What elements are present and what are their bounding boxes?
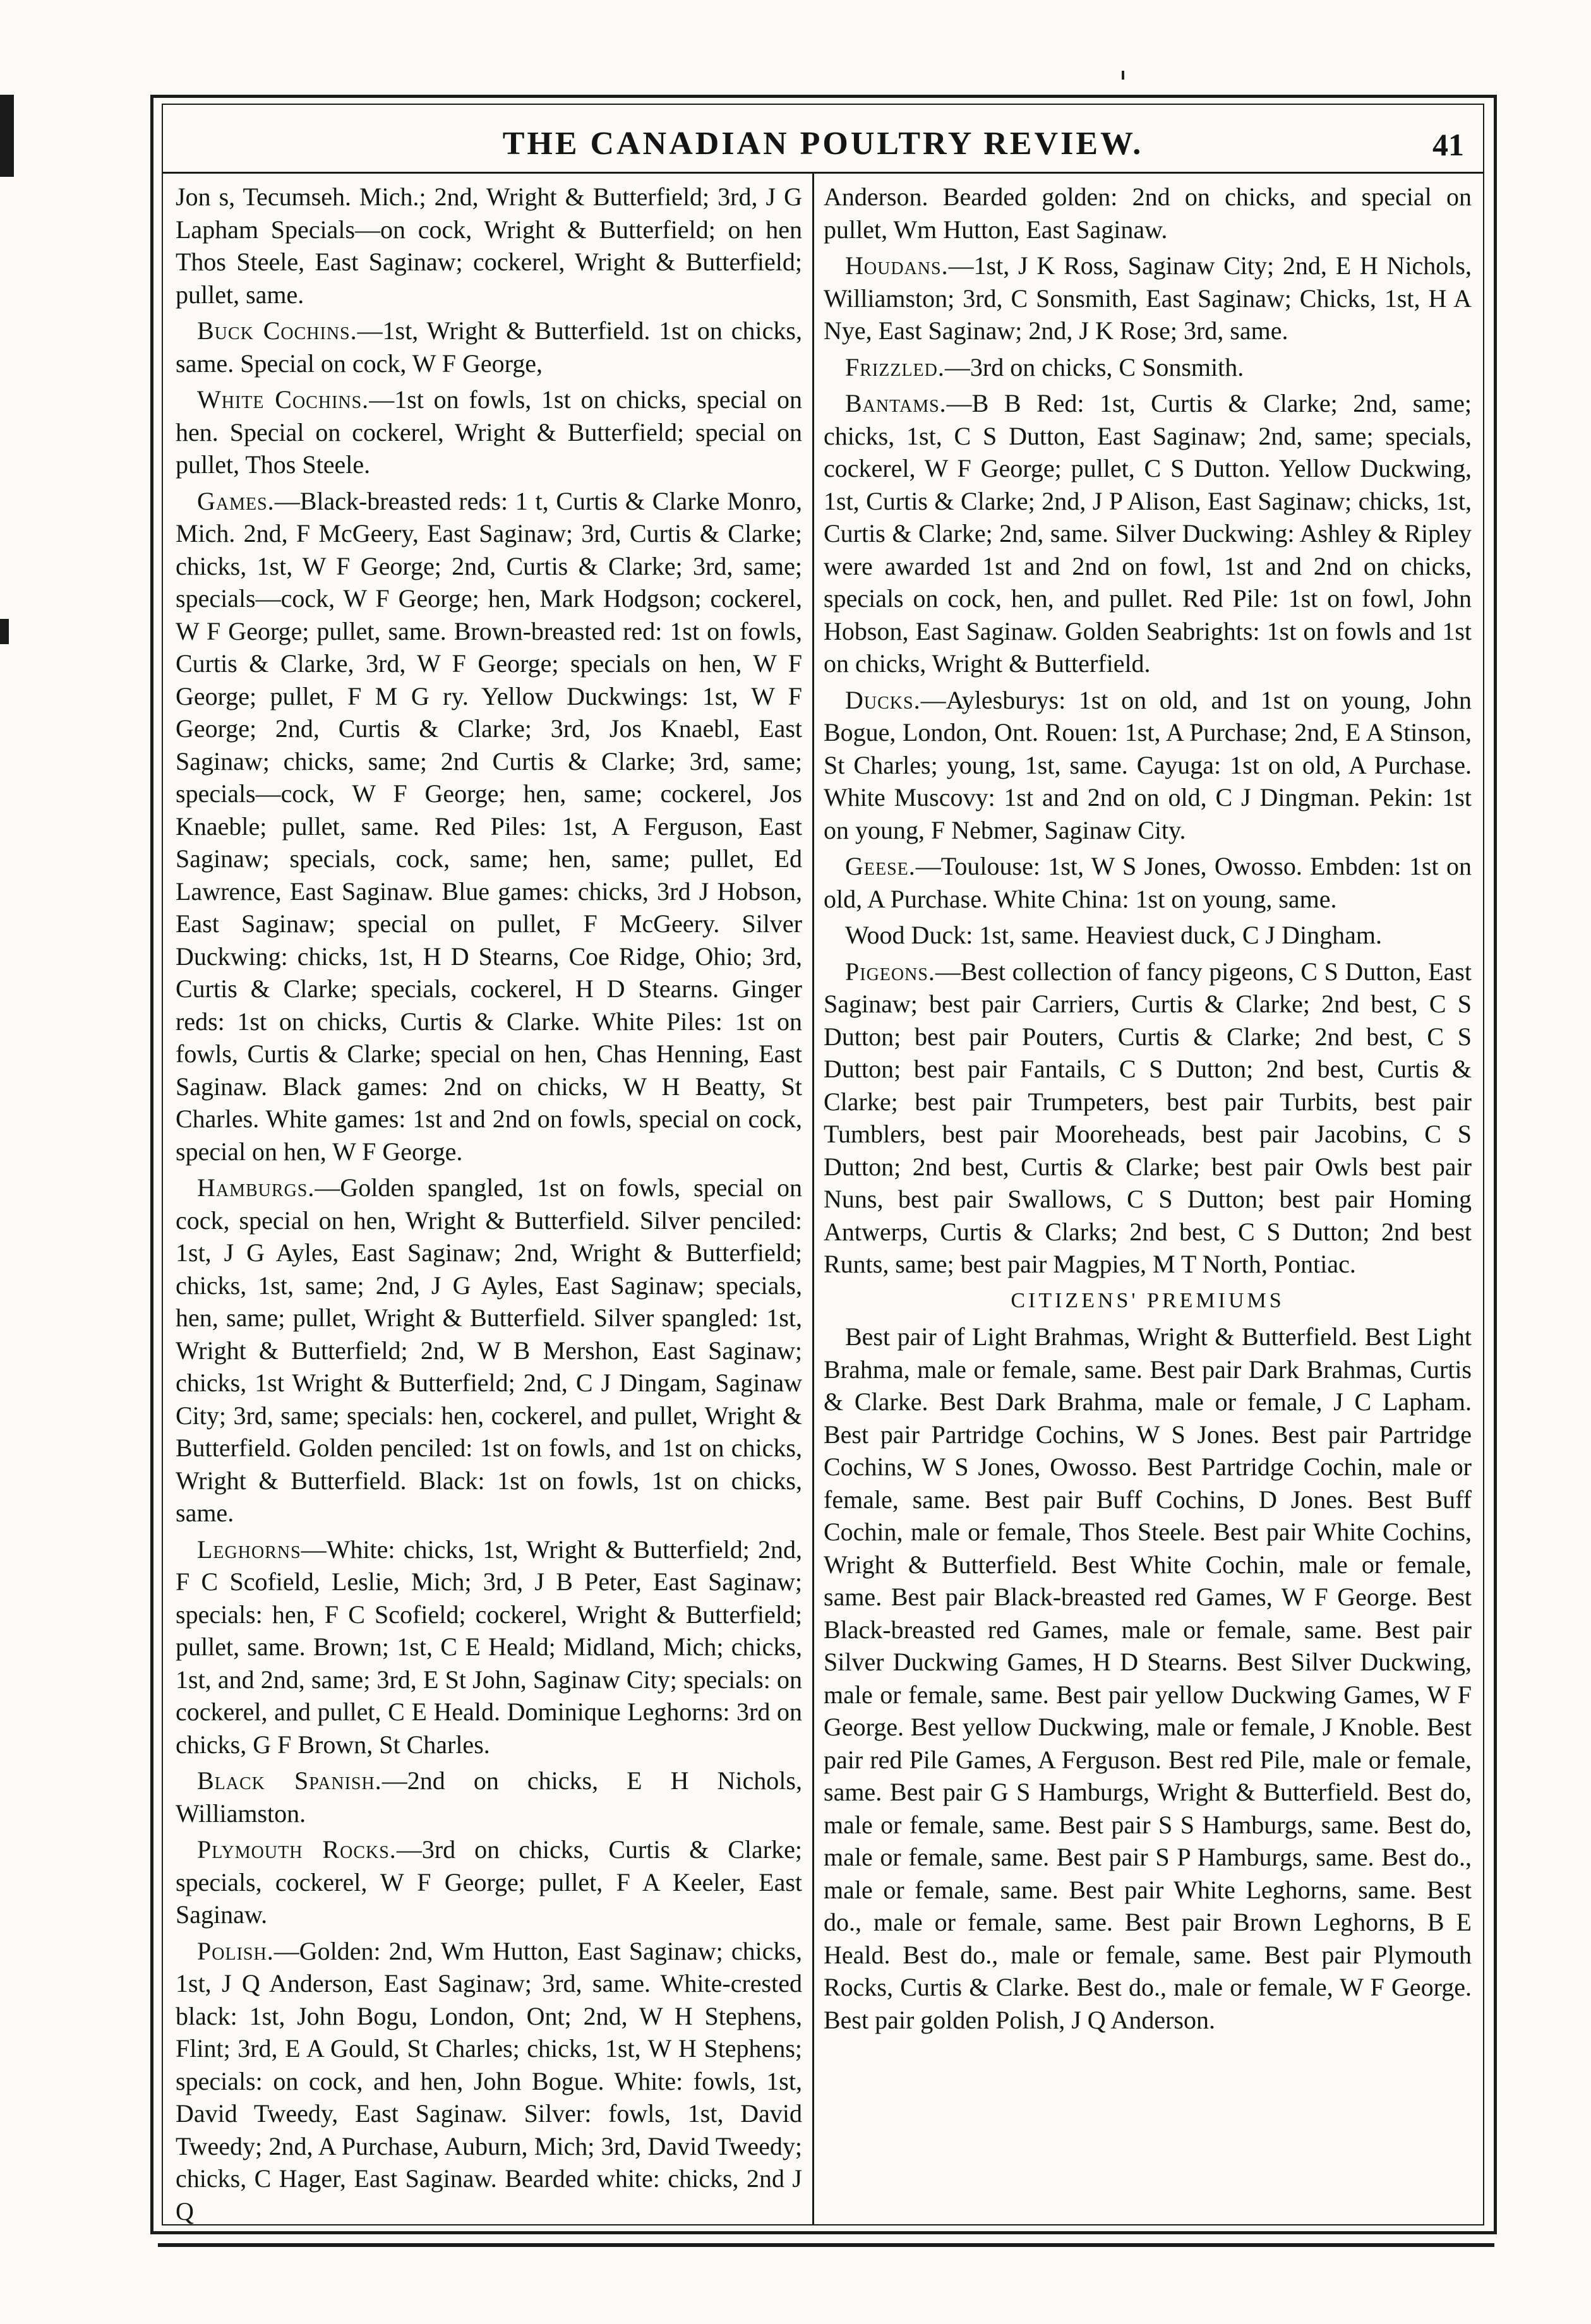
paragraph xyxy=(176,1833,802,1931)
section-heading: Buck Cochins. xyxy=(197,316,357,345)
section-heading: White Cochins. xyxy=(197,385,369,414)
paragraph xyxy=(824,1321,1472,2036)
running-header xyxy=(171,111,1475,168)
paragraph-body: —B B Red: 1st, Curtis & Clarke; 2nd, same; chicks, 1st, C S Dutton, East Saginaw; 2nd, same; specials, cockerel, W F George; pullet, C S Dutton. Yellow Duckwing, 1st, Curtis & Clarke; 2nd, J P Alison, East Saginaw; chicks, 1st, Curtis & Clarke; 2nd, same. Silver Duckwing: Ashley & Ripley were awarded 1st and 2nd on fowl, 1st and 2nd on chicks, specials on cock, hen, and pullet. Red Pile: 1st on fowl, John Hobson, East Saginaw. Golden Seabrights: 1st on fowls and 1st on chicks, Wright & Butterfield. xyxy=(824,389,1472,678)
right-column xyxy=(824,181,1472,2040)
paragraph-body: —White: chicks, 1st, Wright & Butterfield; 2nd, F C Scofield, Leslie, Mich; 3rd, J B Peter, East Saginaw; specials: hen, F C Scofield; cockerel, Wright & Butterfield; pullet, same. Brown; 1st, C E Heald; Midland, Mich; chicks, 1st, and 2nd, same; 3rd, E St John, Saginaw City; specials: on cockerel, and pullet, C E Heald. Dominique Leghorns: 3rd on chicks, G F Brown, St Charles. xyxy=(176,1535,802,1759)
section-heading: Frizzled. xyxy=(845,352,945,381)
paragraph-body: —3rd on chicks, Curtis & Clarke; specials, cockerel, W F George; pullet, F A Keeler, East Saginaw. xyxy=(176,1835,802,1929)
paragraph xyxy=(824,919,1472,952)
binding-edge-mark xyxy=(0,95,14,177)
paragraph-body: —Aylesburys: 1st on old, and 1st on young, John Bogue, London, Ont. Rouen: 1st, A Purchase; 2nd, E A Stinson, St Charles; young, 1st, same. Cayuga: 1st on old, A Purchase. White Muscovy: 1st and 2nd on old, C J Dingman. Pekin: 1st on young, F Nebmer, Saginaw City. xyxy=(824,685,1472,844)
section-heading: Geese. xyxy=(845,852,916,880)
paragraph-body: —1st, J K Ross, Saginaw City; 2nd, E H Nichols, Williamston; 3rd, C Sonsmith, East Saginaw; Chicks, 1st, H A Nye, East Saginaw; 2nd, J K Rose; 3rd, same. xyxy=(824,251,1472,345)
section-heading: Plymouth Rocks. xyxy=(197,1835,397,1864)
paragraph xyxy=(824,351,1472,384)
paragraph xyxy=(824,181,1472,246)
paragraph xyxy=(176,485,802,1168)
paragraph xyxy=(176,314,802,380)
paragraph-body: Best pair of Light Brahmas, Wright & Butterfield. Best Light Brahma, male or female, same. Best pair Dark Brahmas, Curtis & Clarke. Best Dark Brahma, male or female, J C Lapham. Best pair Partridge Cochins, W S Jones. Best pair Partridge Cochins, W S Jones, Owosso. Best Partridge Cochin, male or female, same. Best pair Buff Cochins, D Jones. Best Buff Cochin, male or female, Thos Steele. Best pair White Cochins, Wright & Butterfield. Best White Cochin, male or female, same. Best pair Black-breasted red Games, W F George. Best Black-breasted red Games, male or female, same. Best pair Silver Duckwing Games, H D Stearns. Best Silver Duckwing, male or female, same. Best pair yellow Duckwing Games, W F George. Best yellow Duckwing, male or female, J Knoble. Best pair red Pile Games, A Ferguson. Best red Pile, male or female, same. Best pair G S Hamburgs, Wright & Butterfield. Best do, male or female, same. Best pair S S Hamburgs, same. Best do, male or female, same. Best pair S P Hamburgs, same. Best do., male or female, same. Best pair White Leghorns, same. Best do., male or female, same. Best pair Brown Leghorns, B E Heald. Best do., male or female, same. Best pair Plymouth Rocks, Curtis & Clarke. Best do., male or female, W F George. Best pair golden Polish, J Q Anderson. xyxy=(824,1322,1472,2034)
journal-title: THE CANADIAN POULTRY REVIEW. xyxy=(502,126,1144,162)
column-divider xyxy=(812,173,814,2225)
section-heading: Bantams. xyxy=(845,389,947,417)
paragraph-body: —Best collection of fancy pigeons, C S Dutton, East Saginaw; best pair Carriers, Curtis & Clarke; 2nd best, C S Dutton; best pair Pouters, Curtis & Clarke; 2nd best, C S Dutton; best pair Fantails, C S Dutton; 2nd best, Curtis & Clarke; best pair Trumpeters, best pair Turbits, best pair Tumblers, best pair Mooreheads, best pair Jacobins, C S Dutton; 2nd best, Curtis & Clarke; best pair Owls best pair Nuns, best pair Swallows, C S Dutton; best pair Homing Antwerps, Curtis & Clarks; 2nd best, C S Dutton; 2nd best Runts, same; best pair Magpies, M T North, Pontiac. xyxy=(824,957,1472,1278)
paragraph-body: —1st on fowls, 1st on chicks, special on hen. Special on cockerel, Wright & Butterfield; special on pullet, Thos Steele. xyxy=(176,385,802,479)
paragraph xyxy=(176,1171,802,1530)
section-heading: Polish. xyxy=(197,1936,274,1965)
paragraph xyxy=(176,383,802,481)
paragraph-body: Jon s, Tecumseh. Mich.; 2nd, Wright & Butterfield; 3rd, J G Lapham Specials—on cock, Wright & Butterfield; on hen Thos Steele, East Saginaw; cockerel, Wright & Butterfield; pullet, same. xyxy=(176,183,802,309)
paragraph xyxy=(824,850,1472,915)
paragraph-body: Anderson. Bearded golden: 2nd on chicks, and special on pullet, Wm Hutton, East Saginaw. xyxy=(824,183,1472,244)
paragraph xyxy=(824,684,1472,847)
paragraph-body: —2nd on chicks, E H Nichols, Williamston. xyxy=(176,1766,802,1828)
section-heading: Houdans. xyxy=(845,251,949,280)
paragraph xyxy=(176,1935,802,2228)
paragraph-body: Wood Duck: 1st, same. Heaviest duck, C J Dingham. xyxy=(845,921,1382,949)
header-rule xyxy=(162,172,1484,174)
section-heading: Pigeons. xyxy=(845,957,935,986)
paragraph xyxy=(176,1764,802,1830)
paragraph xyxy=(824,387,1472,680)
citizens-premiums-heading: CITIZENS' PREMIUMS xyxy=(1011,1288,1285,1312)
section-heading: Hamburgs. xyxy=(197,1173,315,1202)
paragraph xyxy=(176,181,802,311)
paragraph xyxy=(824,249,1472,347)
paragraph-body: —1st, Wright & Butterfield. 1st on chicks, same. Special on cock, W F George, xyxy=(176,316,802,378)
section-heading: Games. xyxy=(197,486,275,515)
paragraph-body: —Black-breasted reds: 1 t, Curtis & Clarke Monro, Mich. 2nd, F McGeery, East Saginaw; 3rd, Curtis & Clarke; chicks, 1st, W F George; 2nd, Curtis & Clarke; 3rd, same; specials—cock, W F George; hen, Mark Hodgson; cockerel, W F George; pullet, same. Brown-breasted red: 1st on fowls, Curtis & Clarke, 3rd, W F George; specials on hen, W F George; pullet, F M G ry. Yellow Duckwings: 1st, W F George; 2nd, Curtis & Clarke; 3rd, Jos Knaebl, East Saginaw; chicks, same; 2nd Curtis & Clarke; 3rd, same; specials—cock, W F George; hen, same; cockerel, Jos Knaeble; pullet, same. Red Piles: 1st, A Ferguson, East Saginaw; specials, cock, same; hen, same; pullet, Ed Lawrence, East Saginaw. Blue games: chicks, 3rd J Hobson, East Saginaw; special on pullet, F McGeery. Silver Duckwing: chicks, 1st, H D Stearns, Coe Ridge, Ohio; 3rd, Curtis & Clarke; specials, cockerel, H D Stearns. Ginger reds: 1st on chicks, Curtis & Clarke. White Piles: 1st on fowls, Curtis & Clarke; special on hen, Chas Henning, East Saginaw. Black games: 2nd on chicks, W H Beatty, St Charles. White games: 1st and 2nd on fowls, special on cock, special on hen, W F George. xyxy=(176,486,802,1166)
paragraph xyxy=(176,1533,802,1761)
page-number: 41 xyxy=(1432,127,1464,162)
left-column xyxy=(176,181,802,2231)
section-heading: Ducks. xyxy=(845,685,921,714)
paragraph-body: —Toulouse: 1st, W S Jones, Owosso. Embden: 1st on old, A Purchase. White China: 1st on young, same. xyxy=(824,852,1472,913)
bottom-rule xyxy=(158,2243,1494,2247)
section-heading: Black Spanish. xyxy=(197,1766,382,1795)
paragraph-body: —Golden: 2nd, Wm Hutton, East Saginaw; chicks, 1st, J Q Anderson, East Saginaw; 3rd, same. White-crested black: 1st, John Bogu, London, Ont; 2nd, W H Stephens, Flint; 3rd, E A Gould, St Charles; chicks, 1st, W H Stephens; specials: on cock, and hen, John Bogue. White: fowls, 1st, David Tweedy, East Saginaw. Silver: fowls, 1st, David Tweedy; 2nd, A Purchase, Auburn, Mich; 3rd, David Tweedy; chicks, C Hager, East Saginaw. Bearded white: chicks, 2nd J Q xyxy=(176,1936,802,2225)
paragraph xyxy=(824,955,1472,1281)
print-speck xyxy=(1122,71,1124,80)
paragraph-body: —3rd on chicks, C Sonsmith. xyxy=(944,352,1244,381)
paragraph-body: —Golden spangled, 1st on fowls, special on cock, special on hen, Wright & Butterfield. Silver penciled: 1st, J G Ayles, East Saginaw; 2nd, Wright & Butterfield; chicks, 1st, same; 2nd, J G Ayles, East Saginaw; specials, hen, same; pullet, Wright & Butterfield. Silver spangled: 1st, Wright & Butterfield; 2nd, W B Mershon, East Saginaw; chicks, 1st Wright & Butterfield; 2nd, C J Dingam, Saginaw City; 3rd, same; specials: hen, cockerel, and pullet, Wright & Butterfield. Golden penciled: 1st on fowls, and 1st on chicks, Wright & Butterfield. Black: 1st on fowls, 1st on chicks, same. xyxy=(176,1173,802,1527)
section-heading: Leghorns xyxy=(197,1535,301,1564)
binding-edge-mark xyxy=(0,619,9,644)
